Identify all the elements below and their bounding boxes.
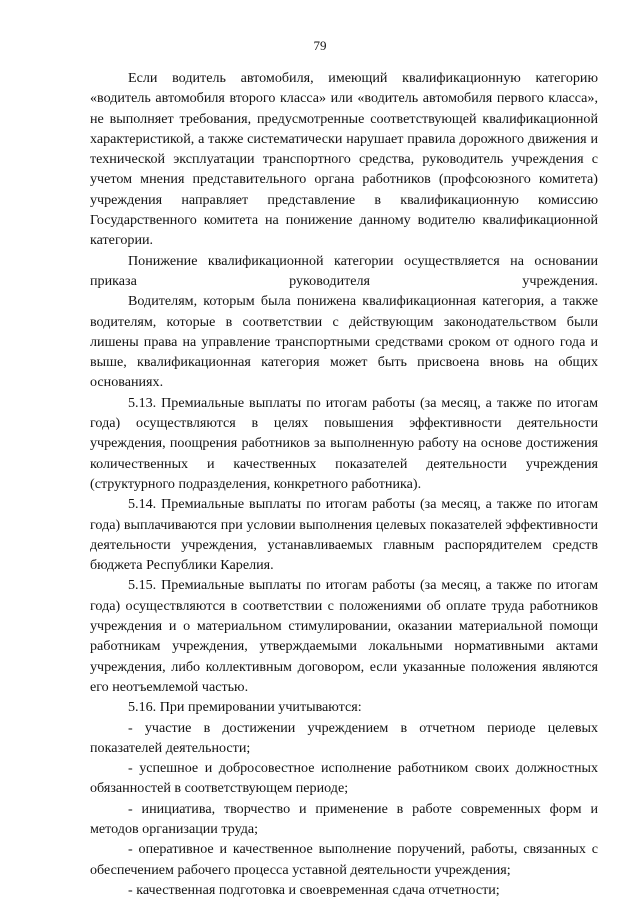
paragraph-5-14: 5.14. Премиальные выплаты по итогам работы (за месяц, а также по итогам года) выплачиваются при условии выполнения целевых показателей эффективности деятельности учреждения, устанавливаемых главным распорядителем средств бюджета Республики Карелия. <box>90 496 598 574</box>
paragraph-5-15: 5.15. Премиальные выплаты по итогам работы (за месяц, а также по итогам года) осуществляются в соответствии с положениями об оплате труда работников учреждения и о материальном стимулировании, оказании материальной помощи работникам учреждения, утверждаемыми локальными нормативными актами учреждения, либо коллективным договором, если указанные положения являются его неотъемлемой частью. <box>90 577 598 695</box>
paragraph-driver-category: Если водитель автомобиля, имеющий квалификационную категорию «водитель автомобиля второго класса» или «водитель автомобиля первого класса», не выполняет требования, предусмотренные соответствующей квалификационной характеристикой, а также систематически нарушает правила дорожного движения и технической эксплуатации транспортного средства, руководитель учреждения с учетом мнения представительного органа работников (профсоюзного комитета) учреждения направляет представление в квалификационную комиссию Государственного комитета на понижение данному водителю квалификационной категории. <box>90 70 598 249</box>
paragraph-5-13: 5.13. Премиальные выплаты по итогам работы (за месяц, а также по итогам года) осуществляются в целях повышения эффективности деятельности учреждения, поощрения работников за выполненную работу на основе достижения количественных и качественных показателей деятельности учреждения (структурного подразделения, конкретного работника). <box>90 394 598 492</box>
paragraph-category-lowering: Понижение квалификационной категории осуществляется на основании приказа руководителя учреждения. <box>90 252 598 289</box>
page-number: 79 <box>313 38 327 53</box>
list-item: - успешное и добросовестное исполнение работником своих должностных обязанностей в соответствующем периоде; <box>90 760 598 797</box>
paragraph-5-16: 5.16. При премировании учитываются: <box>128 699 362 716</box>
list-item: - инициатива, творчество и применение в работе современных форм и методов организации труда; <box>90 800 598 837</box>
document-body <box>90 68 598 900</box>
list-item: - участие в достижении учреждением в отчетном периоде целевых показателей деятельности; <box>90 719 598 756</box>
paragraph-category-reassignment: Водителям, которым была понижена квалификационная категория, а также водителям, которые в соответствии с действующим законодательством были лишены права на управление транспортными средствами сроком от одного года и выше, квалификационная категория может быть присвоена вновь на общих основаниях. <box>90 293 598 391</box>
list-item: - оперативное и качественное выполнение поручений, работы, связанных с обеспечением рабочего процесса уставной деятельности учреждения; <box>90 841 598 878</box>
list-item: - качественная подготовка и своевременная сдача отчетности; <box>128 881 500 898</box>
